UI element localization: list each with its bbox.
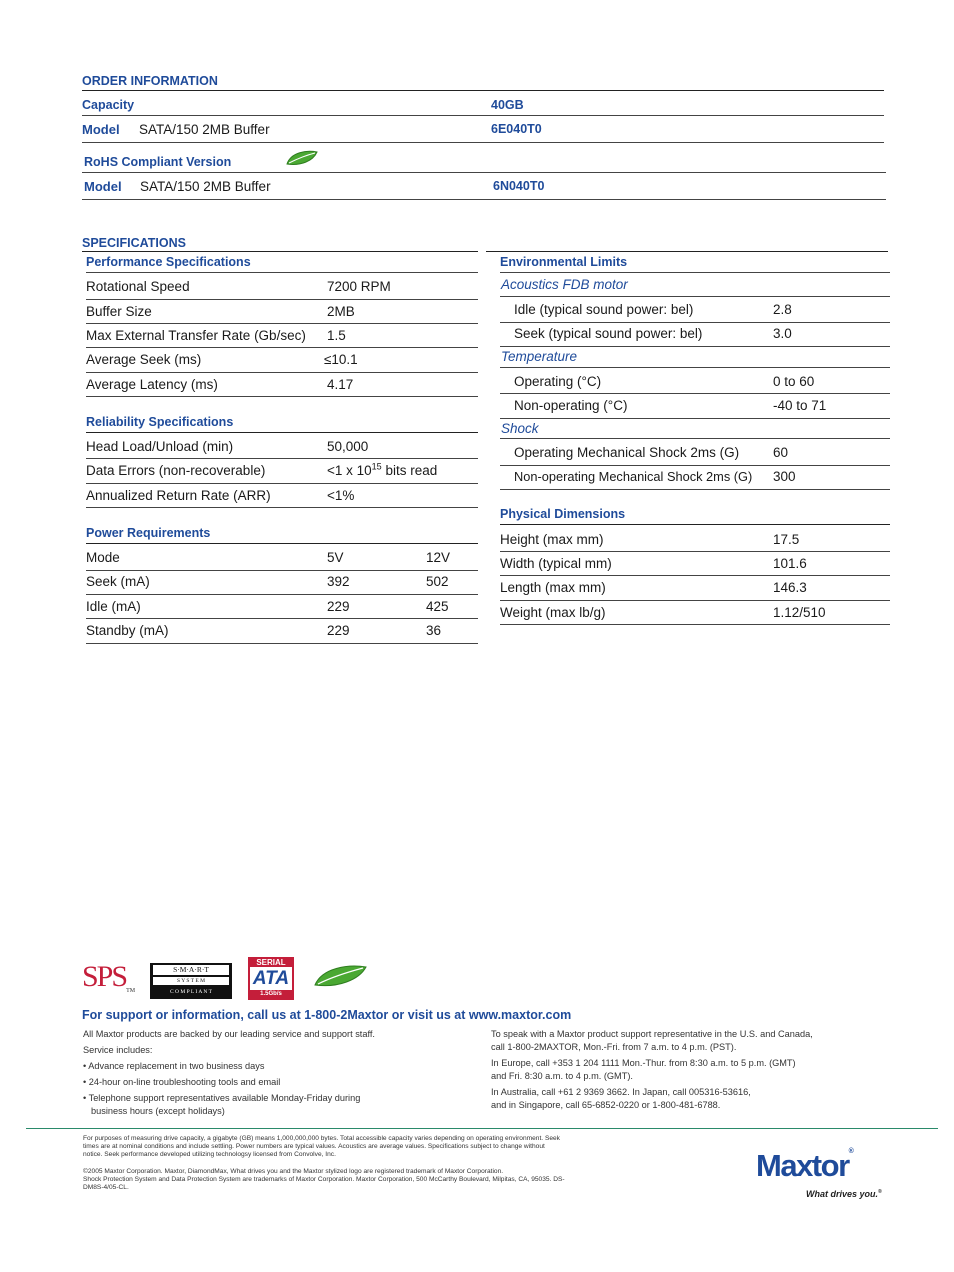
power-label: Idle (mA) [86,599,141,614]
divider [500,575,890,576]
footer-text: notice. Seek performance developed utilizing technologsy licensed from Convolve, Inc. [83,1151,336,1158]
divider [486,251,888,252]
spec-value: ≤10.1 [324,352,358,367]
spec-value: 50,000 [327,439,369,454]
support-headline: For support or information, call us at 1-800-2Maxtor or visit us at www.maxtor.com [82,1008,572,1022]
support-text: In Europe, call +353 1 204 1111 Mon.-Thur. from 8:30 a.m. to 5 p.m. (GMT) [491,1058,796,1068]
power-header-5v: 5V [327,550,344,565]
env-value: 60 [773,445,789,460]
power-header-mode: Mode [86,550,120,565]
env-label: Non-operating (°C) [514,398,628,413]
divider [82,115,884,116]
sps-logo: SPSTM [82,960,136,994]
leaf-icon [285,149,319,167]
divider [26,1128,938,1129]
spec-label: Average Seek (ms) [86,352,202,367]
env-value: 300 [773,469,796,484]
footer-text: For purposes of measuring drive capacity, a gigabyte (GB) means 1,000,000,000 bytes. Total accessible capacity varies depending on operating environment. Seek [83,1135,560,1142]
spec-value: <1 x $10^{15}$ bits read [327,461,438,478]
spec-value: 4.17 [327,377,354,392]
capacity-value: 40GB [491,98,524,112]
support-text: • Telephone support representatives available Monday-Friday during [83,1093,361,1103]
support-text: In Australia, call +61 2 9369 3662. In Japan, call 005316-53616, [491,1087,751,1097]
rohs-model-desc: SATA/150 2MB Buffer [140,179,271,194]
rohs-label: RoHS Compliant Version [84,155,232,169]
model-label: Model [82,122,120,137]
divider [86,618,478,619]
power-5v: 392 [327,574,350,589]
acoustics-title: Acoustics FDB motor [501,277,628,292]
reliability-title: Reliability Specifications [86,415,234,429]
power-12v: 36 [426,623,442,638]
spec-label: Head Load/Unload (min) [86,439,234,454]
phys-value: 146.3 [773,580,807,595]
spec-label: Annualized Return Rate (ARR) [86,488,271,503]
rohs-model-label: Model [84,179,122,194]
divider [86,643,478,644]
phys-value: 101.6 [773,556,807,571]
spec-value: <1% [327,488,355,503]
env-value: 0 to 60 [773,374,815,389]
divider [82,90,884,91]
phys-label: Weight (max lb/g) [500,605,606,620]
support-text: • Advance replacement in two business days [83,1061,265,1071]
power-12v: 502 [426,574,449,589]
spec-label: Average Latency (ms) [86,377,218,392]
maxtor-tagline: What drives you.® [806,1189,882,1199]
power-5v: 229 [327,599,350,614]
power-header-12v: 12V [426,550,451,565]
divider [500,393,890,394]
env-value: -40 to 71 [773,398,827,413]
env-label: Operating Mechanical Shock 2ms (G) [514,445,740,460]
performance-title: Performance Specifications [86,255,251,269]
support-text: business hours (except holidays) [91,1106,225,1116]
temperature-title: Temperature [501,349,578,364]
rohs-model-number: 6N040T0 [493,179,545,193]
model-number: 6E040T0 [491,122,542,136]
model-desc: SATA/150 2MB Buffer [139,122,270,137]
env-value: 3.0 [773,326,792,341]
spec-value: 7200 RPM [327,279,391,294]
support-text: and in Singapore, call 65-6852-0220 or 1-800-481-6788. [491,1100,721,1110]
phys-value: 1.12/510 [773,605,826,620]
divider [500,296,890,297]
footer-text: times are at nominal conditions and include settling. Power numbers are typical values. Acoustics are average values. Specifications subject to change without [83,1143,545,1150]
power-label: Standby (mA) [86,623,169,638]
support-text: Service includes: [83,1045,153,1055]
divider [86,323,478,324]
order-info-title: ORDER INFORMATION [82,74,218,88]
divider [500,438,890,439]
divider [82,172,886,173]
divider [82,142,884,143]
divider [500,346,890,347]
support-text: and Fri. 8:30 a.m. to 4 p.m. (GMT). [491,1071,633,1081]
divider [82,251,478,252]
divider [86,347,478,348]
power-12v: 425 [426,599,449,614]
power-5v: 229 [327,623,350,638]
divider [86,432,478,433]
divider [82,199,886,200]
divider [86,594,478,595]
divider [500,367,890,368]
divider [500,624,890,625]
divider [500,465,890,466]
power-title: Power Requirements [86,526,211,540]
divider [500,322,890,323]
divider [86,570,478,571]
divider [86,543,478,544]
divider [500,524,890,525]
env-label: Operating (°C) [514,374,602,389]
env-label: Idle (typical sound power: bel) [514,302,694,317]
env-label: Non-operating Mechanical Shock 2ms (G) [514,469,753,484]
divider [500,418,890,419]
shock-title: Shock [501,421,539,436]
divider [500,489,890,490]
spec-value: 1.5 [327,328,346,343]
support-text: call 1-800-2MAXTOR, Mon.-Fri. from 7 a.m. to 4 p.m. (PST). [491,1042,737,1052]
spec-label: Buffer Size [86,304,152,319]
capacity-label: Capacity [82,98,135,112]
divider [86,507,478,508]
phys-label: Length (max mm) [500,580,606,595]
env-value: 2.8 [773,302,792,317]
spec-label: Rotational Speed [86,279,190,294]
maxtor-logo: Maxtor® [756,1148,854,1183]
divider [86,372,478,373]
footer-text: Shock Protection System and Data Protection System are trademarks of Maxtor Corporation. Maxtor Corporation, 500 McCarthy Boulevard, Milpitas, CA, 95035. DS- [83,1176,565,1183]
spec-label: Max External Transfer Rate (Gb/sec) [86,328,306,343]
divider [86,272,478,273]
serial-ata-logo: SERIAL ATA 1.5Gb/s [248,957,294,1000]
support-text: All Maxtor products are backed by our leading service and support staff. [83,1029,375,1039]
footer-text: DM8S-4/05-CL. [83,1184,129,1191]
divider [86,483,478,484]
env-label: Seek (typical sound power: bel) [514,326,703,341]
phys-value: 17.5 [773,532,800,547]
specifications-title: SPECIFICATIONS [82,236,186,250]
environmental-title: Environmental Limits [500,255,628,269]
divider [86,458,478,459]
support-text: To speak with a Maxtor product support representative in the U.S. and Canada, [491,1029,813,1039]
spec-value: 2MB [327,304,355,319]
divider [86,396,478,397]
support-text: • 24-hour on-line troubleshooting tools and email [83,1077,281,1087]
power-label: Seek (mA) [86,574,150,589]
phys-label: Width (typical mm) [500,556,612,571]
divider [500,272,890,273]
footer-text: ©2005 Maxtor Corporation. Maxtor, DiamondMax, What drives you and the Maxtor stylized logo are registered trademark of Maxtor Corporation. [83,1168,504,1175]
divider [500,600,890,601]
divider [500,551,890,552]
leaf-icon [312,963,368,989]
smart-logo: S·M·A·R·T S Y S T E M C O M P L I A N T [150,963,232,999]
physical-title: Physical Dimensions [500,507,626,521]
divider [86,299,478,300]
phys-label: Height (max mm) [500,532,604,547]
spec-label: Data Errors (non-recoverable) [86,463,266,478]
